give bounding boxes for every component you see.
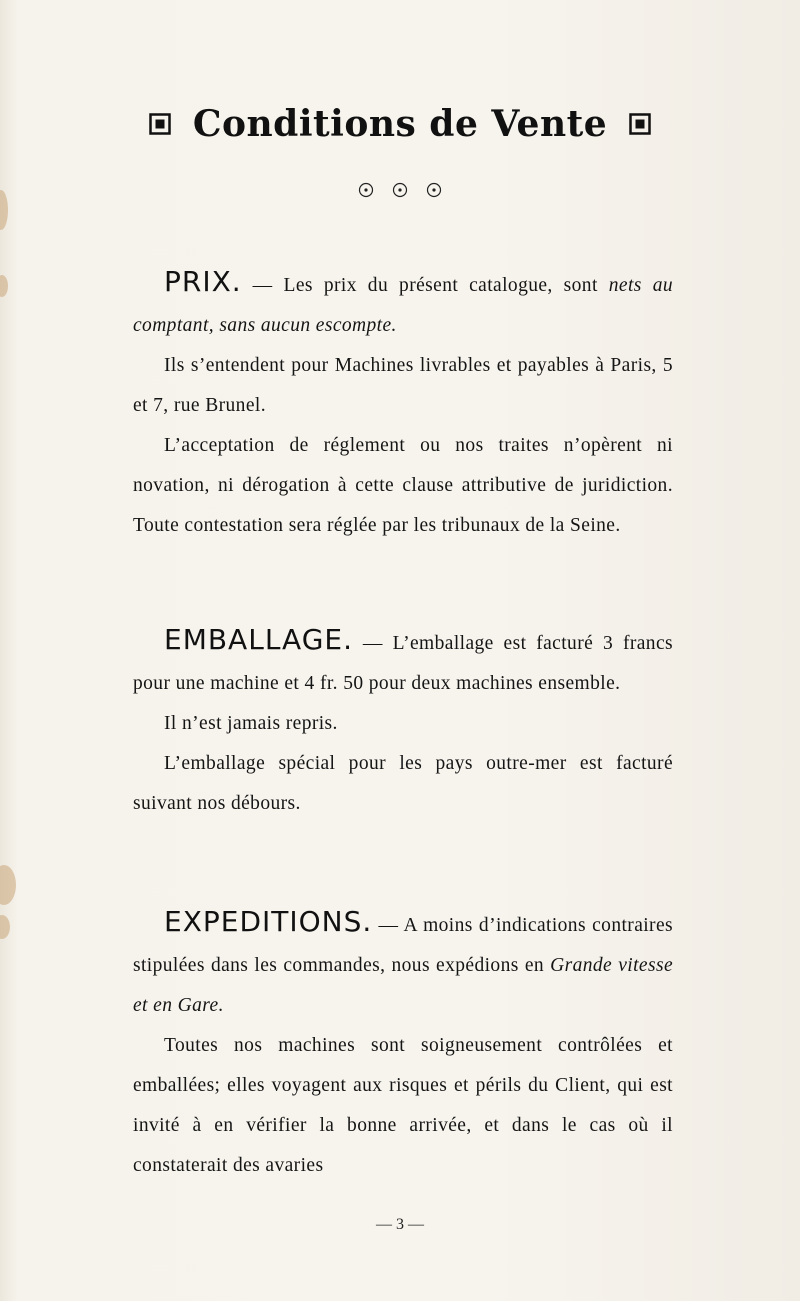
paper-stain <box>0 275 8 297</box>
paragraph <box>133 262 673 346</box>
section-heading: EXPEDITIONS. <box>164 905 373 938</box>
paper-stain <box>0 865 16 905</box>
paragraph-text: Les prix du présent catalogue, sont <box>283 275 609 296</box>
square-ornament-icon <box>629 113 651 135</box>
heading-dash: — <box>241 275 284 296</box>
square-ornament-icon <box>149 113 171 135</box>
section-heading: EMBALLAGE. <box>164 623 354 656</box>
circle-dot-ornament-icon <box>392 182 408 198</box>
paragraph: Il n’est jamais repris. <box>164 713 338 734</box>
title-row <box>0 96 800 152</box>
paragraph: Toutes nos machines sont soigneusement contrôlées et emballées; elles voyagent aux risques et périls du Client, qui est invité à en vérifier la bonne arrivée, et dans le cas où il constaterait des avaries <box>133 1035 673 1176</box>
paragraph <box>133 620 673 704</box>
emphasis-text: Grande vitesse et en Gare. <box>133 955 674 1016</box>
dot-ornament-row <box>0 182 800 198</box>
circle-dot-ornament-icon <box>426 182 442 198</box>
paragraph-text: L’emballage est facturé 3 francs pour une machine et 4 fr. 50 pour deux machines ensemble. <box>133 633 673 694</box>
page-title: Conditions de Vente <box>192 103 608 145</box>
section-heading: PRIX. <box>164 265 242 298</box>
section-expeditions <box>133 902 673 1186</box>
heading-dash: — <box>372 915 404 936</box>
heading-dash: — <box>353 633 393 654</box>
paper-stain <box>0 915 10 939</box>
paragraph: L’emballage spécial pour les pays outre-mer est facturé suivant nos débours. <box>133 753 673 814</box>
paragraph: L’acceptation de réglement ou nos traites n’opèrent ni novation, ni dérogation à cette clause attributive de juridiction. Toute contestation sera réglée par les tribunaux de la Seine. <box>133 435 673 536</box>
section-emballage <box>133 620 673 824</box>
paragraph <box>133 902 673 1026</box>
paragraph-text: A moins d’indications contraires stipulées dans les commandes, nous expédions en <box>133 915 673 976</box>
section-prix <box>133 262 673 546</box>
emphasis-text: nets au comptant, sans aucun escompte. <box>133 275 674 336</box>
paragraph: Ils s’entendent pour Machines livrables et payables à Paris, 5 et 7, rue Brunel. <box>133 355 673 416</box>
circle-dot-ornament-icon <box>358 182 374 198</box>
page-number: — 3 — <box>376 1216 424 1233</box>
